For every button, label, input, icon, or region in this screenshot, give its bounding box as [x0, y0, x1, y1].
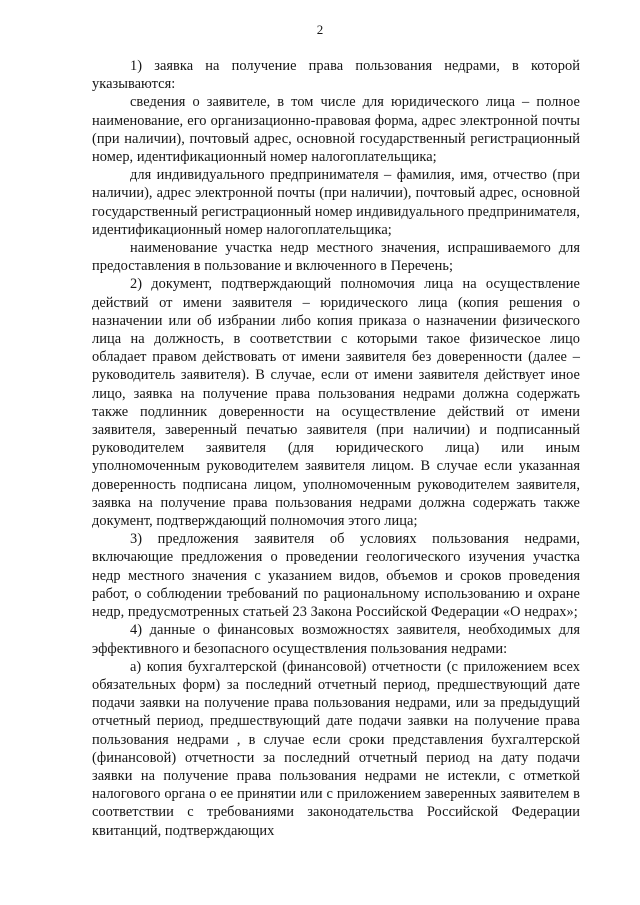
document-body [92, 57, 580, 840]
paragraph-entrepreneur-info: для индивидуального предпринимателя – фамилия, имя, отчество (при наличии), адрес электронной почты (при наличии), почтовый адрес, основной государственный регистрационный номер индивидуального предпринимателя, идентификационный номер налогоплательщика; [92, 167, 580, 238]
paragraph-financial-data: 4) данные о финансовых возможностях заявителя, необходимых для эффективного и безопасного осуществления пользования недрами: [92, 622, 580, 657]
paragraph-legal-entity-info: сведения о заявителе, в том числе для юридического лица – полное наименование, его организационно-правовая форма, адрес электронной почты (при наличии), почтовый адрес, основной государственный регистрационный номер, идентификационный номер налогоплательщика; [92, 94, 580, 166]
paragraph-usage-proposals: 3) предложения заявителя об условиях пользования недрами, включающие предложения о проведении геологического изучения участка недр местного значения с указанием видов, объемов и сроков проведения работ, о соблюдении требований по рациональному использованию и охране недр, предусмотренных статьей 23 Закона Российской Федерации «О недрах»; [92, 531, 580, 621]
paragraph-accounting-statements: а) копия бухгалтерской (финансовой) отчетности (с приложением всех обязательных форм) за последний отчетный период, предшествующий дате подачи заявки на получение права пользования недрами, или за предыдущий отчетный период, предшествующий дате подачи заявки на получение права пользования недрами , в случае если сроки представления бухгалтерской (финансовой) отчетности за последний отчетный период на дату подачи заявки на получение права пользования недрами не истекли, с отметкой налогового органа о ее принятии или с приложением заверенных заявителем в соответствии с требованиями законодательства Российской Федерации квитанций, подтверждающих [92, 658, 580, 839]
paragraph-authority-document: 2) документ, подтверждающий полномочия лица на осуществление действий от имени заявителя – юридического лица (копия решения о назначении или об избрании либо копия приказа о назначении физического лица на должность, в соответствии с которыми такое физическое лицо обладает правом действовать от имени заявителя без доверенности (далее – руководитель заявителя). В случае, если от имени заявителя действует иное лицо, заявка на получение права пользования недрами должна содержать также подлинник доверенности на осуществление действий от имени заявителя, заверенный печатью заявителя (при наличии) и подписанный руководителем заявителя (для юридического лица) или иным уполномоченным руководителем заявителя лицом. В случае если указанная доверенность подписана лицом, уполномоченным руководителем заявителя, заявка на получение права пользования недрами должна содержать также документ, подтверждающий полномочия этого лица; [92, 276, 580, 530]
page-number: 2 [316, 22, 324, 37]
paragraph-subsoil-plot-name: наименование участка недр местного значения, испрашиваемого для предоставления в пользование и включенного в Перечень; [92, 240, 580, 275]
paragraph-application: 1) заявка на получение права пользования недрами, в которой указываются: [92, 58, 580, 93]
